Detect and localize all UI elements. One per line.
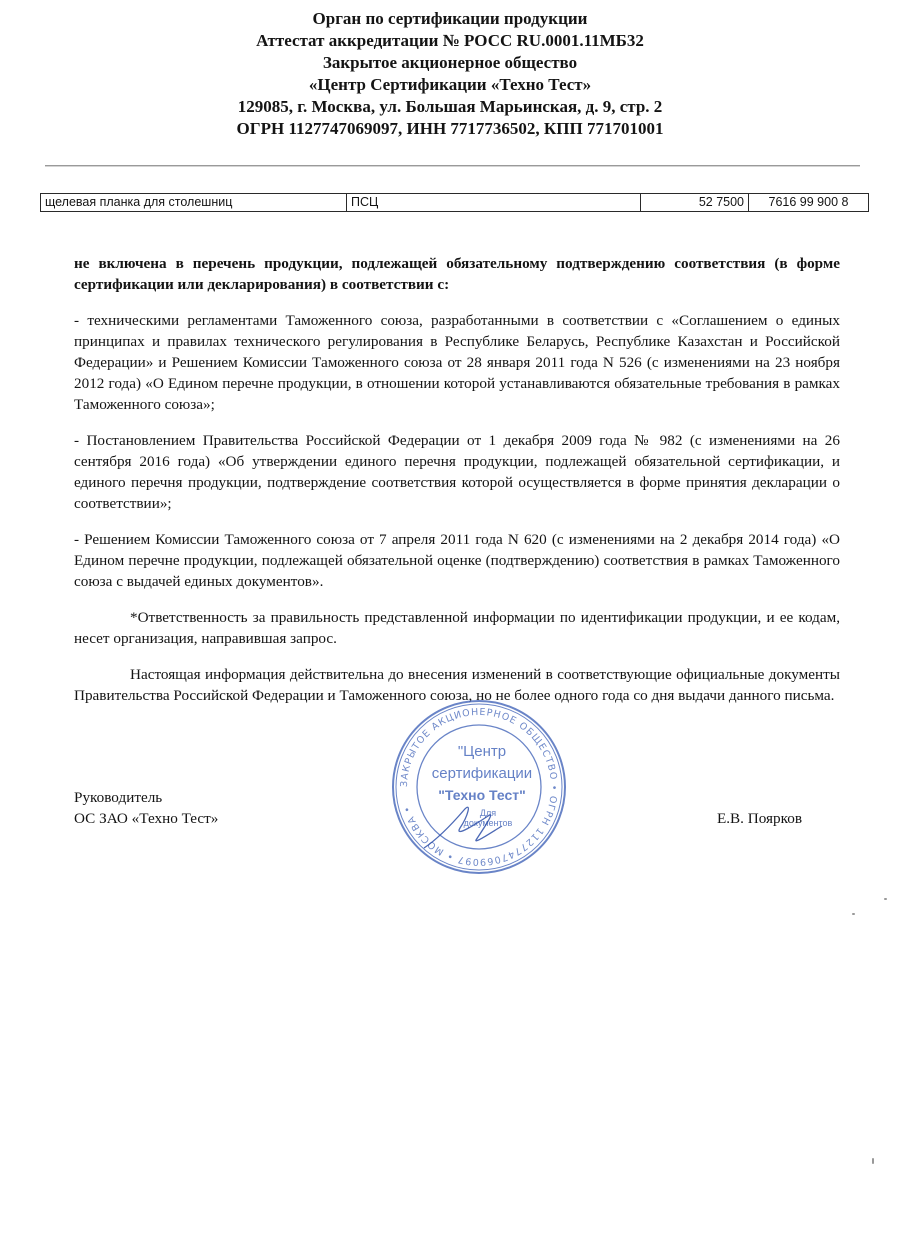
tnved-code-cell: 7616 99 900 8 [749, 194, 869, 212]
signatory-organization-line: ОС ЗАО «Техно Тест» [74, 810, 219, 827]
list-item: - Решением Комиссии Таможенного союза от 7 апреля 2011 года N 620 (с изменениями на 2 декабря 2014 года) «О Едином перечне продукции, подлежащей обязательной оценке (подтверждению) соответствия в рамках Таможенного союза с выдачей единых документов». [74, 531, 840, 590]
intro-paragraph: не включена в перечень продукции, подлежащей обязательному подтверждению соответствия (в форме сертификации или декларирования) в соответствии с: [74, 255, 840, 293]
responsibility-note: *Ответственность за правильность представленной информации по идентификации продукции, и ее кодам, несет организация, направившая запрос. [74, 609, 840, 647]
letterhead-accreditation-line: Аттестат аккредитации № РОСС RU.0001.11МБ32 [256, 31, 644, 50]
signatory-name: Е.В. Поярков [716, 810, 802, 827]
signatory-title [74, 787, 218, 829]
okp-code-cell: 52 7500 [641, 194, 749, 212]
header-divider [45, 165, 860, 166]
product-code-cell: ПСЦ [347, 194, 641, 212]
validity-note: Настоящая информация действительна до внесения изменений в соответствующие официальные документы Правительства Российской Федерации и Таможенного союза, но не более одного года со дня выдачи данного письма. [74, 666, 840, 704]
stamp-center-line: сертификации [431, 765, 533, 782]
letterhead [0, 8, 900, 140]
product-table [40, 193, 869, 212]
list-item: - техническими регламентами Таможенного союза, разработанными в соответствии с «Соглашением о единых принципах и правилах технического регулирования в Республике Беларусь, Республике Казахстан и Российской Федерации» и Решением Комиссии Таможенного союза от 28 января 2011 года N 526 (с изменениями на 23 ноября 2012 года) «О Едином перечне продукции, в отношении которой устанавливаются обязательные требования в рамках Таможенного союза»; [74, 312, 840, 413]
letterhead-org-line: Орган по сертификации продукции [312, 9, 588, 28]
stamp-ring-text: ЗАКРЫТОЕ АКЦИОНЕРНОЕ ОБЩЕСТВО • ОГРН 1127747069097 • МОСКВА • [398, 706, 560, 868]
letterhead-registration-line: ОГРН 1127747069097, ИНН 7717736502, КПП 771701001 [236, 119, 664, 138]
scan-speck [884, 898, 887, 900]
letterhead-company-type-line: Закрытое акционерное общество [322, 53, 578, 72]
scan-speck [872, 1158, 874, 1164]
signatory-title-line: Руководитель [74, 789, 163, 806]
stamp-center-line: "Центр [457, 743, 507, 760]
list-item: - Постановлением Правительства Российской Федерации от 1 декабря 2009 года № 982 (с изменениями на 26 сентября 2016 года) «Об утверждении единого перечня продукции, подлежащей обязательной сертификации, и единого перечня продукции, подтверждение соответствия которой осуществляется в форме принятия декларации о соответствии»; [74, 432, 840, 512]
stamp-center-line: Для [479, 808, 497, 818]
table-row [41, 194, 869, 212]
letterhead-company-name-line: «Центр Сертификации «Техно Тест» [308, 75, 592, 94]
scan-speck [852, 913, 855, 915]
company-stamp [384, 698, 574, 876]
product-name-cell: щелевая планка для столешниц [41, 194, 347, 212]
stamp-seal-icon [384, 698, 574, 876]
stamp-center-line: "Техно Тест" [438, 787, 526, 803]
stamp-center-line: документов [463, 818, 513, 828]
letterhead-address-line: 129085, г. Москва, ул. Большая Марьинская, д. 9, стр. 2 [237, 97, 663, 116]
letter-body [74, 253, 840, 721]
